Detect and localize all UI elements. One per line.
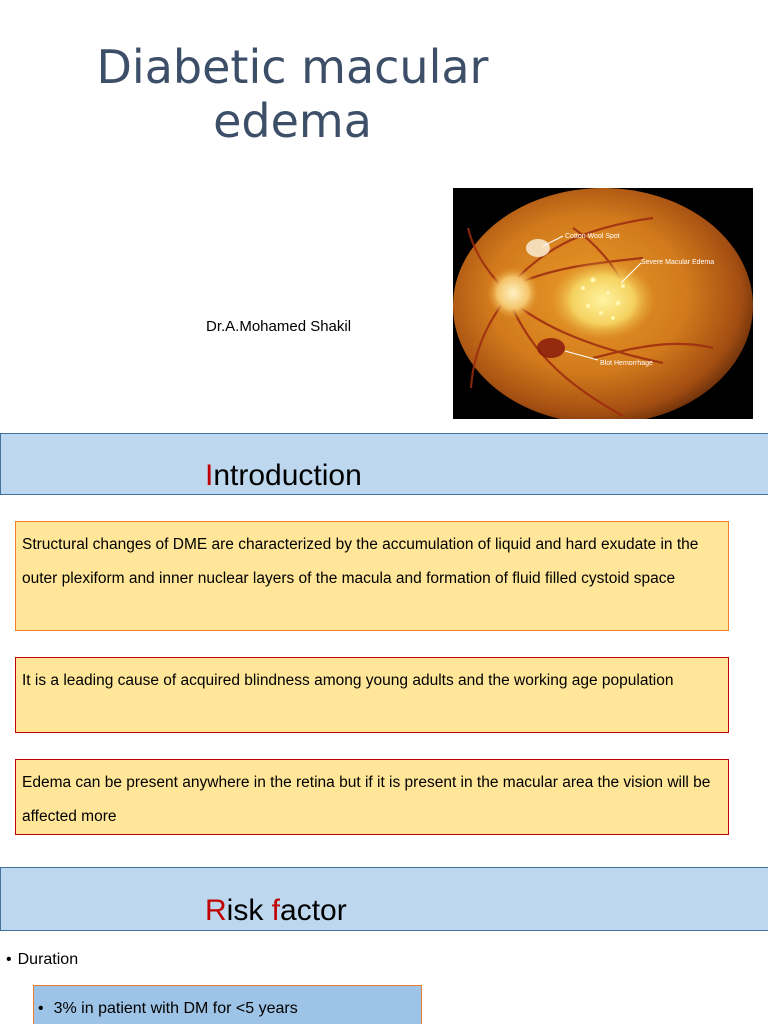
- heading-initial: I: [205, 459, 214, 492]
- title-line-2: edema: [213, 94, 372, 148]
- heading-rest: ntroduction: [213, 459, 362, 492]
- heading-isk: isk: [226, 894, 272, 927]
- intro-box-edema-location: Edema can be present anywhere in the retina but if it is present in the macular area the vision will be affected more: [15, 759, 729, 835]
- cotton-wool-spot: [526, 239, 550, 257]
- fundus-illustration: [453, 188, 753, 419]
- label-cotton-wool-spot: Cotton Wool Spot: [565, 233, 620, 240]
- intro-box-structural-changes: Structural changes of DME are characterized by the accumulation of liquid and hard exudate in the outer plexiform and inner nuclear layers of the macula and formation of fluid filled cystoid space: [15, 521, 729, 631]
- page-title: [60, 40, 525, 148]
- introduction-heading: [205, 458, 362, 494]
- optic-disc: [487, 267, 539, 319]
- blot-hemorrhage: [537, 338, 565, 358]
- introduction-header-band: [0, 433, 768, 495]
- macular-edema-area: [551, 260, 655, 340]
- bullet-duration: [6, 948, 78, 972]
- label-severe-macular-edema: Severe Macular Edema: [641, 259, 715, 266]
- heading-r: R: [205, 894, 227, 927]
- label-blot-hemorrhage: Blot Hemorrhage: [600, 360, 653, 367]
- bullet-duration-text: Duration: [17, 951, 79, 968]
- risk-factor-header-band: [0, 867, 768, 931]
- bullet-dot-icon: •: [38, 1000, 44, 1017]
- author-name: Dr.A.Mohamed Shakil: [206, 318, 352, 335]
- intro-box-leading-cause: It is a leading cause of acquired blindness among young adults and the working age population: [15, 657, 729, 733]
- sub-bullet-box: [33, 985, 422, 1024]
- fundus-photo: [453, 188, 753, 419]
- heading-f: f: [271, 894, 281, 927]
- bullet-dot-icon: •: [6, 951, 12, 968]
- heading-actor: actor: [280, 894, 347, 927]
- risk-factor-heading: [205, 893, 347, 929]
- sub-bullet-text: 3% in patient with DM for <5 years: [53, 1000, 298, 1017]
- title-line-1: Diabetic macular: [96, 40, 489, 94]
